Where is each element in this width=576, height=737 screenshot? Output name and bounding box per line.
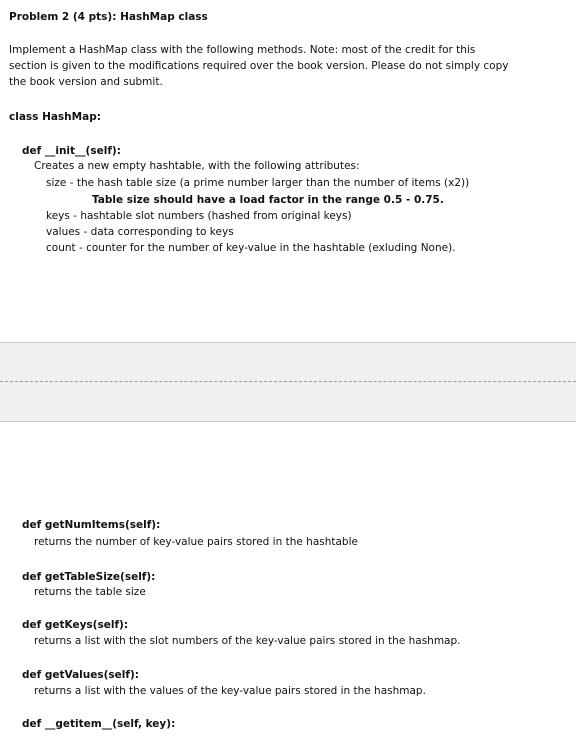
page-gap bbox=[0, 342, 576, 422]
init-values-attr: values - data corresponding to keys bbox=[46, 226, 234, 238]
intro-line-2: section is given to the modifications required over the book version. Please do not simply copy bbox=[9, 60, 509, 72]
intro-line-3: the book version and submit. bbox=[9, 76, 163, 88]
class-header: class HashMap: bbox=[9, 111, 101, 123]
init-signature: def __init__(self): bbox=[22, 145, 121, 157]
init-size-attr: size - the hash table size (a prime number larger than the number of items (x2)) bbox=[46, 177, 470, 189]
page-break-line bbox=[0, 381, 576, 382]
method-signature-getitem: def __getitem__(self, key): bbox=[22, 718, 176, 730]
method-description-getkeys: returns a list with the slot numbers of the key-value pairs stored in the hashmap. bbox=[34, 635, 461, 647]
method-description-getnumitems: returns the number of key-value pairs stored in the hashtable bbox=[34, 536, 358, 548]
method-description-getvalues: returns a list with the values of the key-value pairs stored in the hashmap. bbox=[34, 685, 426, 697]
method-signature-getvalues: def getValues(self): bbox=[22, 669, 139, 681]
init-count-attr: count - counter for the number of key-value in the hashtable (exluding None). bbox=[46, 242, 456, 254]
problem-title: Problem 2 (4 pts): HashMap class bbox=[9, 11, 208, 23]
method-description-gettablesize: returns the table size bbox=[34, 586, 146, 598]
method-signature-getkeys: def getKeys(self): bbox=[22, 619, 129, 631]
init-keys-attr: keys - hashtable slot numbers (hashed from original keys) bbox=[46, 210, 352, 222]
init-description: Creates a new empty hashtable, with the following attributes: bbox=[34, 160, 360, 172]
init-size-note: Table size should have a load factor in the range 0.5 - 0.75. bbox=[92, 194, 444, 206]
intro-line-1: Implement a HashMap class with the following methods. Note: most of the credit for this bbox=[9, 44, 476, 56]
method-signature-gettablesize: def getTableSize(self): bbox=[22, 571, 156, 583]
method-signature-getnumitems: def getNumItems(self): bbox=[22, 519, 161, 531]
